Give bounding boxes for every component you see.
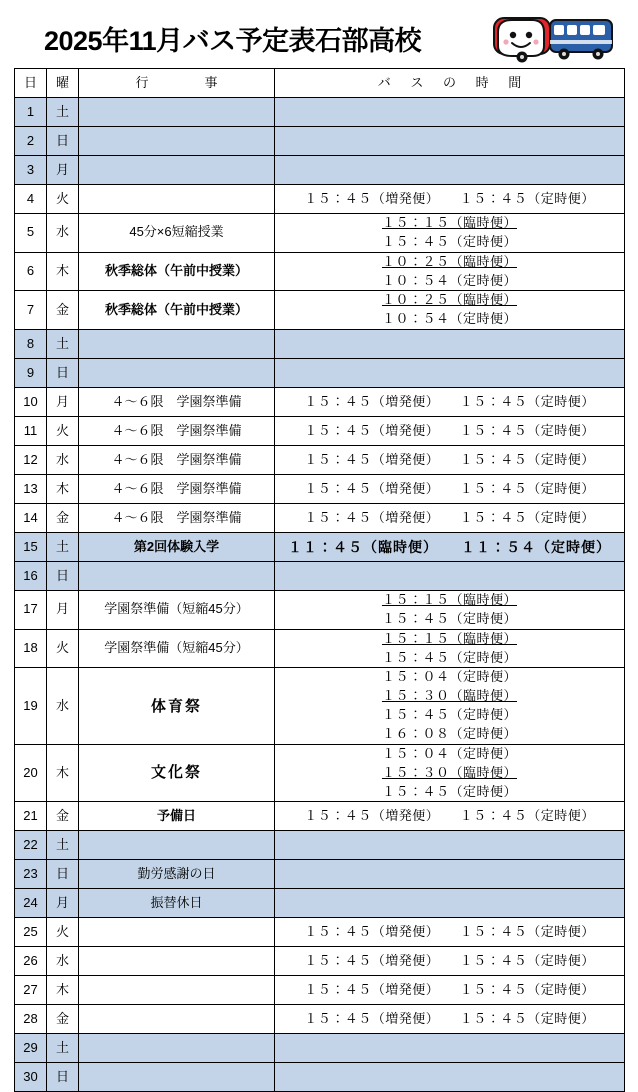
bus-time-line: １５：４５（増発便） １５：４５（定時便） <box>304 393 595 409</box>
cell-event: 文化祭 <box>79 744 275 802</box>
bus-time-line: １０：２５（臨時便） １０：５４（定時便） <box>381 292 517 327</box>
cell-day: 23 <box>15 860 47 889</box>
cell-bus-times <box>275 252 625 291</box>
bus-time-line: １５：１５（臨時便） １５：４５（定時便） <box>381 592 517 626</box>
bus-time-line: １５：４５（増発便） １５：４５（定時便） <box>304 190 595 206</box>
cell-weekday: 日 <box>47 562 79 591</box>
cell-weekday: 金 <box>47 802 79 831</box>
cell-weekday: 水 <box>47 668 79 744</box>
cell-event <box>79 976 275 1005</box>
cell-bus-times <box>275 1005 625 1034</box>
bus-time-line: １５：４５（増発便） １５：４５（定時便） <box>304 451 595 467</box>
bus-time-line: １５：１５（臨時便） １５：４５（定時便） <box>381 215 517 249</box>
cell-weekday: 土 <box>47 330 79 359</box>
cell-weekday: 土 <box>47 831 79 860</box>
table-row <box>15 947 625 976</box>
cell-weekday: 月 <box>47 591 79 630</box>
cell-bus-times <box>275 533 625 562</box>
bus-time-line: １５：４５（増発便） １５：４５（定時便） <box>304 1010 595 1026</box>
cell-day: 2 <box>15 127 47 156</box>
cell-day: 12 <box>15 446 47 475</box>
cell-event <box>79 1034 275 1063</box>
table-row <box>15 860 625 889</box>
cell-day: 16 <box>15 562 47 591</box>
cell-bus-times <box>275 388 625 417</box>
cell-bus-times <box>275 1034 625 1063</box>
cell-bus-times <box>275 475 625 504</box>
cell-bus-times <box>275 156 625 185</box>
table-row <box>15 252 625 291</box>
cell-bus-times <box>275 831 625 860</box>
table-row <box>15 98 625 127</box>
table-row <box>15 330 625 359</box>
table-row <box>15 1034 625 1063</box>
cell-day: 24 <box>15 889 47 918</box>
cell-weekday: 水 <box>47 446 79 475</box>
cell-day: 1 <box>15 98 47 127</box>
cell-weekday: 水 <box>47 947 79 976</box>
cell-weekday: 水 <box>47 214 79 253</box>
cell-event <box>79 918 275 947</box>
cell-event <box>79 1063 275 1092</box>
column-header-day: 日 <box>15 69 47 98</box>
cell-weekday: 月 <box>47 388 79 417</box>
table-row <box>15 127 625 156</box>
bus-time-line: １５：４５（増発便） １５：４５（定時便） <box>304 422 595 438</box>
bus-time-line: １５：４５（定時便） <box>381 783 517 799</box>
bus-time-line: １５：４５（増発便） １５：４５（定時便） <box>304 807 595 823</box>
cell-event <box>79 1005 275 1034</box>
column-header-bus-time: バ ス の 時 間 <box>275 69 625 98</box>
cell-day: 19 <box>15 668 47 744</box>
cell-weekday: 木 <box>47 744 79 802</box>
cell-bus-times <box>275 802 625 831</box>
cell-bus-times <box>275 668 625 744</box>
cell-day: 10 <box>15 388 47 417</box>
cell-bus-times <box>275 918 625 947</box>
cell-weekday: 土 <box>47 1034 79 1063</box>
cell-day: 6 <box>15 252 47 291</box>
table-row <box>15 475 625 504</box>
cell-event: ４～６限 学園祭準備 <box>79 417 275 446</box>
cell-weekday: 金 <box>47 291 79 330</box>
cell-weekday: 木 <box>47 252 79 291</box>
cell-day: 25 <box>15 918 47 947</box>
cell-event: 秋季総体（午前中授業） <box>79 252 275 291</box>
cell-day: 29 <box>15 1034 47 1063</box>
cell-day: 11 <box>15 417 47 446</box>
cell-event: 勤労感謝の日 <box>79 860 275 889</box>
schedule-table <box>14 68 625 1092</box>
cell-event <box>79 98 275 127</box>
cell-day: 8 <box>15 330 47 359</box>
table-row <box>15 918 625 947</box>
cell-event: 第2回体験入学 <box>79 533 275 562</box>
page-header <box>14 10 624 66</box>
cell-event: ４～６限 学園祭準備 <box>79 504 275 533</box>
cell-weekday: 木 <box>47 475 79 504</box>
table-row <box>15 156 625 185</box>
cell-bus-times <box>275 562 625 591</box>
cell-bus-times <box>275 504 625 533</box>
page-title: 2025年11月バス予定表石部高校 <box>44 25 422 56</box>
cell-day: 14 <box>15 504 47 533</box>
cell-bus-times <box>275 744 625 802</box>
cell-bus-times <box>275 291 625 330</box>
table-row <box>15 1005 625 1034</box>
cell-day: 27 <box>15 976 47 1005</box>
cell-bus-times <box>275 127 625 156</box>
cell-day: 3 <box>15 156 47 185</box>
cell-day: 18 <box>15 629 47 668</box>
cell-day: 22 <box>15 831 47 860</box>
cell-weekday: 火 <box>47 185 79 214</box>
cell-weekday: 土 <box>47 533 79 562</box>
cell-event <box>79 330 275 359</box>
bus-time-line: １５：３０（臨時便） <box>381 764 517 780</box>
table-row <box>15 504 625 533</box>
bus-time-line: １５：４５（増発便） １５：４５（定時便） <box>304 981 595 997</box>
cell-weekday: 月 <box>47 889 79 918</box>
bus-time-line: １５：４５（増発便） １５：４５（定時便） <box>304 480 595 496</box>
table-header-row <box>15 69 625 98</box>
table-row <box>15 417 625 446</box>
cell-event <box>79 156 275 185</box>
cell-bus-times <box>275 359 625 388</box>
cell-day: 20 <box>15 744 47 802</box>
cell-event: 秋季総体（午前中授業） <box>79 291 275 330</box>
cell-bus-times <box>275 947 625 976</box>
table-row <box>15 889 625 918</box>
cell-weekday: 日 <box>47 860 79 889</box>
cell-day: 7 <box>15 291 47 330</box>
cell-bus-times <box>275 98 625 127</box>
cell-event: ４～６限 学園祭準備 <box>79 388 275 417</box>
table-row <box>15 744 625 802</box>
cell-day: 30 <box>15 1063 47 1092</box>
cell-day: 28 <box>15 1005 47 1034</box>
cell-weekday: 火 <box>47 417 79 446</box>
cell-weekday: 木 <box>47 976 79 1005</box>
cell-bus-times <box>275 889 625 918</box>
cell-bus-times <box>275 591 625 630</box>
cell-event: 予備日 <box>79 802 275 831</box>
cell-bus-times <box>275 1063 625 1092</box>
column-header-weekday: 曜 <box>47 69 79 98</box>
cell-weekday: 日 <box>47 127 79 156</box>
table-row <box>15 533 625 562</box>
cell-weekday: 火 <box>47 629 79 668</box>
cell-event: 学園祭準備（短縮45分） <box>79 629 275 668</box>
bus-time-line: １５：１５（臨時便） １５：４５（定時便） <box>381 630 517 665</box>
cell-bus-times <box>275 214 625 253</box>
cell-event: 学園祭準備（短縮45分） <box>79 591 275 630</box>
bus-time-line: １５：０４（定時便） <box>381 745 517 761</box>
cell-event: 体育祭 <box>79 668 275 744</box>
cell-bus-times <box>275 185 625 214</box>
table-row <box>15 1063 625 1092</box>
cell-event <box>79 562 275 591</box>
cell-day: 17 <box>15 591 47 630</box>
bus-time-line: １１：４５（臨時便） １１：５４（定時便） <box>288 538 611 555</box>
cell-event: 45分×6短縮授業 <box>79 214 275 253</box>
bus-illustration-icon <box>492 12 616 64</box>
column-header-event: 行 事 <box>79 69 275 98</box>
cell-day: 21 <box>15 802 47 831</box>
cell-bus-times <box>275 417 625 446</box>
table-row <box>15 668 625 744</box>
cell-event: ４～６限 学園祭準備 <box>79 446 275 475</box>
bus-time-line: １５：４５（増発便） １５：４５（定時便） <box>304 923 595 939</box>
cell-event <box>79 359 275 388</box>
bus-time-line: １５：４５（増発便） １５：４５（定時便） <box>304 952 595 968</box>
table-row <box>15 291 625 330</box>
cell-weekday: 土 <box>47 98 79 127</box>
bus-time-line: １５：３０（臨時便） <box>381 688 517 704</box>
cell-day: 5 <box>15 214 47 253</box>
cell-bus-times <box>275 860 625 889</box>
cell-day: 26 <box>15 947 47 976</box>
table-row <box>15 831 625 860</box>
cell-event <box>79 831 275 860</box>
cell-weekday: 日 <box>47 359 79 388</box>
cell-event: 振替休日 <box>79 889 275 918</box>
cell-weekday: 月 <box>47 156 79 185</box>
schedule-table-body <box>15 98 625 1092</box>
cell-event: ４～６限 学園祭準備 <box>79 475 275 504</box>
table-row <box>15 185 625 214</box>
cell-event <box>79 947 275 976</box>
table-row <box>15 388 625 417</box>
cell-day: 15 <box>15 533 47 562</box>
bus-time-line: １０：２５（臨時便） １０：５４（定時便） <box>381 253 517 288</box>
table-row <box>15 802 625 831</box>
bus-time-line: １５：０４（定時便） <box>381 669 517 685</box>
bus-time-line: １６：０８（定時便） <box>381 725 517 741</box>
cell-weekday: 日 <box>47 1063 79 1092</box>
cell-weekday: 火 <box>47 918 79 947</box>
cell-weekday: 金 <box>47 1005 79 1034</box>
table-row <box>15 214 625 253</box>
bus-time-line: １５：４５（定時便） <box>381 707 517 723</box>
bus-time-line: １５：４５（増発便） １５：４５（定時便） <box>304 509 595 525</box>
cell-day: 13 <box>15 475 47 504</box>
cell-bus-times <box>275 446 625 475</box>
table-row <box>15 446 625 475</box>
cell-day: 4 <box>15 185 47 214</box>
cell-day: 9 <box>15 359 47 388</box>
cell-weekday: 金 <box>47 504 79 533</box>
table-row <box>15 976 625 1005</box>
cell-event <box>79 185 275 214</box>
table-row <box>15 591 625 630</box>
cell-bus-times <box>275 976 625 1005</box>
cell-bus-times <box>275 330 625 359</box>
cell-event <box>79 127 275 156</box>
table-row <box>15 359 625 388</box>
table-row <box>15 629 625 668</box>
table-row <box>15 562 625 591</box>
cell-bus-times <box>275 629 625 668</box>
